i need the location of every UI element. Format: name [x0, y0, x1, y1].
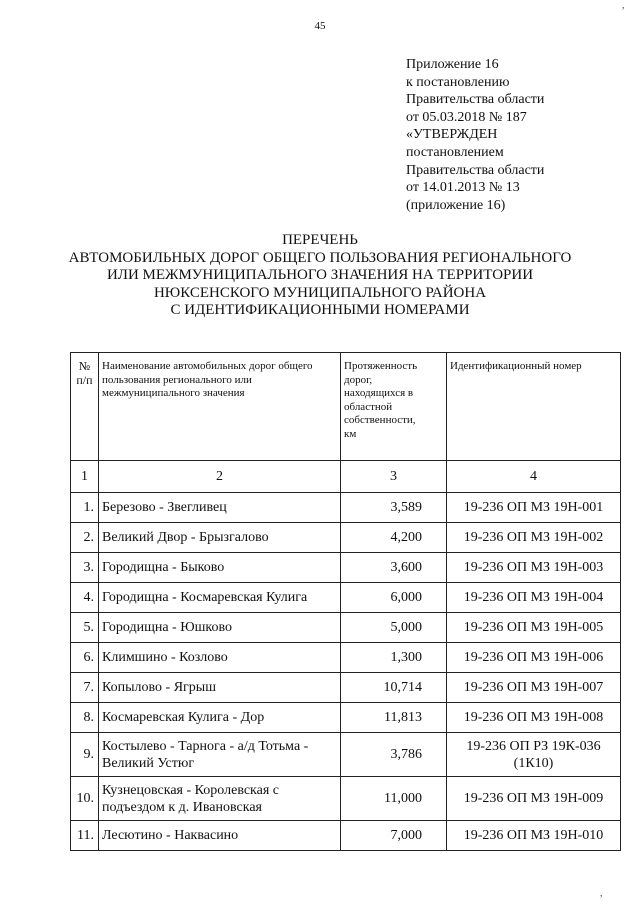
road-id-line: 19-236 ОП МЗ 19Н-001	[463, 500, 604, 515]
road-name-line: Городищна - Космаревская Кулига	[102, 590, 308, 605]
road-name-line: Костылево - Тарнога - а/д Тотьма -	[102, 738, 309, 754]
road-length	[341, 613, 447, 643]
road-name	[99, 777, 341, 821]
table-row	[71, 703, 621, 733]
row-number: 9.	[71, 733, 99, 777]
table-row	[71, 673, 621, 703]
road-id	[447, 821, 621, 851]
road-length	[341, 493, 447, 523]
road-id-line: 19-236 ОП МЗ 19Н-004	[463, 590, 604, 605]
road-length-value: 6,000	[390, 590, 422, 605]
road-name	[99, 733, 341, 777]
road-name-line: Кузнецовская - Королевская с	[102, 782, 280, 798]
table-row	[71, 821, 621, 851]
appendix-line: Приложение 16	[406, 57, 499, 72]
table-row	[71, 777, 621, 821]
table-row	[71, 643, 621, 673]
road-name	[99, 643, 341, 673]
header-name: Наименование автомобильных дорог общего пользования регионального или межмуниципального значения	[99, 353, 341, 461]
road-name	[99, 703, 341, 733]
road-length	[341, 523, 447, 553]
column-index-row	[71, 461, 621, 493]
road-length	[341, 673, 447, 703]
row-number: 10.	[71, 777, 99, 821]
road-id-line: 19-236 ОП МЗ 19Н-006	[463, 650, 604, 665]
road-name-line: подъездом к д. Ивановская	[102, 799, 262, 815]
edge-mark-bottom: ,	[600, 888, 603, 899]
appendix-line: Правительства области	[406, 162, 545, 178]
road-id	[447, 733, 621, 777]
row-number: 1.	[71, 493, 99, 523]
road-id-line: 19-236 ОП МЗ 19Н-002	[463, 530, 604, 545]
road-id	[447, 523, 621, 553]
row-number: 4.	[71, 583, 99, 613]
appendix-line: (приложение 16)	[406, 197, 506, 213]
road-length	[341, 777, 447, 821]
road-name-line: Копылово - Ягрыш	[102, 680, 216, 695]
table-row	[71, 553, 621, 583]
road-id-line: 19-236 ОП МЗ 19Н-007	[463, 680, 604, 695]
column-index: 3	[341, 461, 447, 493]
row-number: 11.	[71, 821, 99, 851]
road-length-value: 11,813	[384, 710, 422, 725]
road-length-value: 7,000	[390, 828, 422, 843]
road-length	[341, 733, 447, 777]
header-length-line: находящихся в	[344, 387, 414, 399]
table-row	[71, 583, 621, 613]
table-body	[71, 493, 621, 851]
road-name	[99, 673, 341, 703]
appendix-block	[406, 56, 636, 214]
road-length-value: 3,786	[390, 747, 422, 762]
row-number: 5.	[71, 613, 99, 643]
header-length-line: собственности,	[344, 414, 416, 426]
title-line: ИЛИ МЕЖМУНИЦИПАЛЬНОГО ЗНАЧЕНИЯ НА ТЕРРИТОРИИ	[106, 267, 534, 283]
road-name-line: Городищна - Юшково	[102, 620, 232, 635]
column-index: 4	[447, 461, 621, 493]
table-header-row	[71, 353, 621, 461]
road-name-line: Березово - Звегливец	[102, 500, 227, 515]
road-length-value: 3,589	[390, 500, 422, 515]
road-name	[99, 553, 341, 583]
header-length	[341, 353, 447, 461]
title-line: АВТОМОБИЛЬНЫХ ДОРОГ ОБЩЕГО ПОЛЬЗОВАНИЯ РЕГИОНАЛЬНОГО	[68, 249, 572, 266]
row-number: 2.	[71, 523, 99, 553]
road-id-line: 19-236 ОП МЗ 19Н-003	[463, 560, 604, 575]
road-id	[447, 493, 621, 523]
appendix-line: постановлением	[406, 144, 504, 160]
page-number: 45	[314, 20, 326, 32]
road-id	[447, 703, 621, 733]
appendix-line: «УТВЕРЖДЕН	[406, 127, 498, 143]
road-length	[341, 553, 447, 583]
road-name-line: Лесютино - Наквасино	[102, 828, 239, 843]
header-length-line: дорог,	[344, 373, 373, 386]
header-id: Идентификационный номер	[447, 353, 621, 461]
road-name-line: Великий Устюг	[102, 755, 195, 771]
table-row	[71, 613, 621, 643]
road-id	[447, 777, 621, 821]
title-line: ПЕРЕЧЕНЬ	[282, 232, 358, 248]
road-id	[447, 673, 621, 703]
road-length-value: 11,000	[384, 791, 422, 806]
road-length	[341, 583, 447, 613]
road-name-line: Климшино - Козлово	[102, 650, 228, 665]
road-name	[99, 583, 341, 613]
edge-mark-top: ,	[622, 0, 625, 11]
table-row	[71, 733, 621, 777]
road-length-value: 3,600	[390, 560, 422, 575]
row-number: 8.	[71, 703, 99, 733]
appendix-line: от 05.03.2018 № 187	[406, 109, 527, 125]
document-title	[0, 232, 640, 320]
road-id-line: 19-236 ОП РЗ 19К-036	[466, 738, 601, 754]
road-id	[447, 643, 621, 673]
road-length	[341, 821, 447, 851]
appendix-line: Правительства области	[406, 92, 545, 108]
table-row	[71, 523, 621, 553]
road-length	[341, 643, 447, 673]
title-line: С ИДЕНТИФИКАЦИОННЫМИ НОМЕРАМИ	[170, 302, 470, 318]
road-id-line: 19-236 ОП МЗ 19Н-009	[463, 791, 604, 806]
header-number-line: №	[78, 359, 91, 373]
row-number: 7.	[71, 673, 99, 703]
road-id	[447, 583, 621, 613]
road-id	[447, 553, 621, 583]
road-name	[99, 821, 341, 851]
road-id-line: 19-236 ОП МЗ 19Н-010	[463, 828, 604, 843]
road-id-line: (1К10)	[513, 755, 554, 771]
road-length-value: 4,200	[390, 530, 422, 545]
column-index: 2	[99, 461, 341, 493]
row-number: 3.	[71, 553, 99, 583]
column-index: 1	[71, 461, 99, 493]
road-length-value: 1,300	[390, 650, 422, 665]
header-length-line: Протяженность	[344, 360, 418, 372]
road-name	[99, 523, 341, 553]
road-name-line: Городищна - Быково	[102, 560, 225, 575]
road-id	[447, 613, 621, 643]
road-id-line: 19-236 ОП МЗ 19Н-008	[463, 710, 604, 725]
road-name	[99, 613, 341, 643]
road-name	[99, 493, 341, 523]
road-length	[341, 703, 447, 733]
header-number	[71, 353, 99, 461]
road-name-line: Великий Двор - Брызгалово	[102, 530, 269, 545]
roads-table	[70, 352, 621, 851]
row-number: 6.	[71, 643, 99, 673]
road-name-line: Космаревская Кулига - Дор	[102, 710, 265, 725]
header-length-line: км	[344, 427, 357, 440]
table-row	[71, 493, 621, 523]
header-number-line: п/п	[76, 372, 93, 387]
road-length-value: 10,714	[383, 680, 422, 695]
road-id-line: 19-236 ОП МЗ 19Н-005	[463, 620, 604, 635]
header-length-line: областной	[344, 400, 393, 413]
title-line: НЮКСЕНСКОГО МУНИЦИПАЛЬНОГО РАЙОНА	[153, 284, 487, 301]
appendix-line: от 14.01.2013 № 13	[406, 180, 520, 196]
appendix-line: к постановлению	[406, 74, 510, 90]
road-length-value: 5,000	[390, 620, 422, 635]
